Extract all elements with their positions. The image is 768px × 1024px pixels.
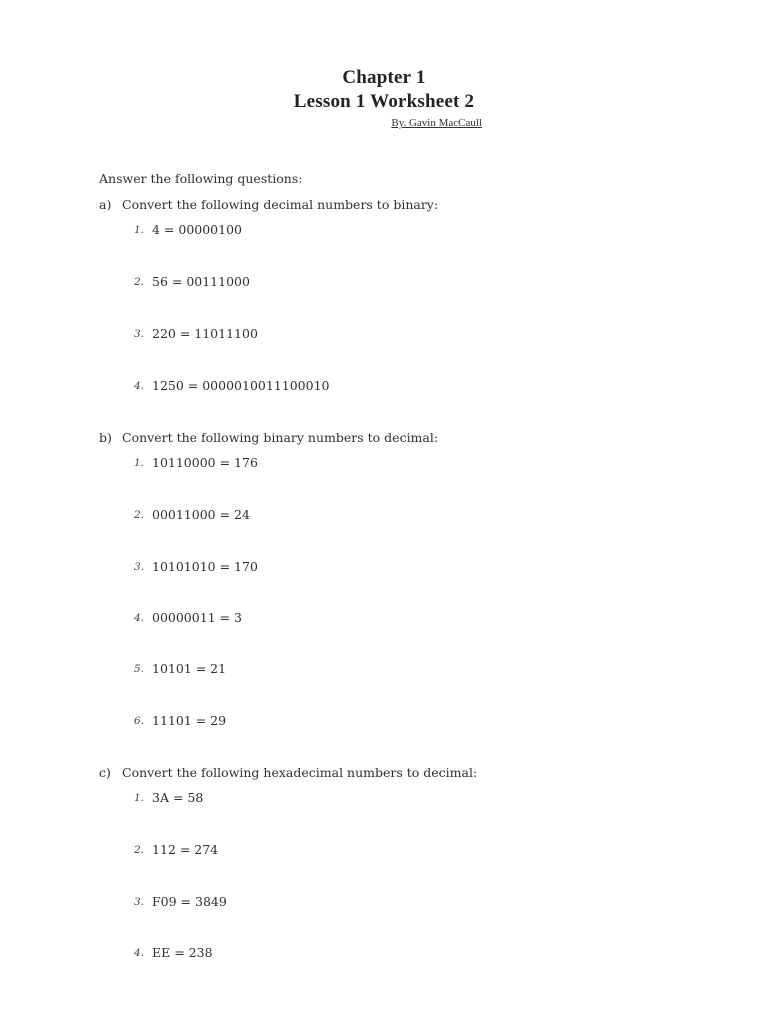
instructions: Answer the following questions:	[99, 171, 303, 186]
lesson-title: Lesson 1 Worksheet 2	[293, 91, 475, 112]
answer-item: 00011000 = 24	[152, 507, 250, 522]
section-b-marker: b)	[99, 430, 112, 445]
answer-item: 4 = 00000100	[152, 222, 242, 237]
section-b-title: Convert the following binary numbers to decimal:	[122, 430, 439, 445]
answer-item: 10101010 = 170	[152, 559, 258, 574]
section-c-title: Convert the following hexadecimal numbers to decimal:	[122, 765, 478, 780]
list-item-number: 3.	[134, 896, 145, 908]
list-item-number: 6.	[134, 715, 145, 727]
answer-item: 10110000 = 176	[152, 455, 258, 470]
answer-item: 10101 = 21	[152, 661, 227, 676]
answer-item: 220 = 11011100	[152, 326, 258, 341]
list-item-number: 4.	[134, 612, 145, 624]
section-a-marker: a)	[99, 197, 112, 212]
section-a-title: Convert the following decimal numbers to binary:	[122, 197, 439, 212]
list-item-number: 2.	[134, 509, 145, 521]
list-item-number: 4.	[134, 380, 145, 392]
answer-item: EE = 238	[152, 945, 213, 960]
answer-item: 56 = 00111000	[152, 274, 250, 289]
answer-item: 1250 = 0000010011100010	[152, 378, 330, 393]
answer-item: 112 = 274	[152, 842, 219, 857]
list-item-number: 1.	[134, 792, 145, 804]
list-item-number: 1.	[134, 457, 145, 469]
list-item-number: 4.	[134, 947, 145, 959]
answer-item: 11101 = 29	[152, 713, 227, 728]
list-item-number: 5.	[134, 663, 145, 675]
section-c-marker: c)	[99, 765, 111, 780]
list-item-number: 3.	[134, 328, 145, 340]
answer-item: 3A = 58	[152, 790, 204, 805]
answer-item: F09 = 3849	[152, 894, 227, 909]
list-item-number: 3.	[134, 561, 145, 573]
author-byline: By. Gavin MacCaull	[391, 117, 482, 129]
list-item-number: 1.	[134, 224, 145, 236]
list-item-number: 2.	[134, 276, 145, 288]
answer-item: 00000011 = 3	[152, 610, 242, 625]
list-item-number: 2.	[134, 844, 145, 856]
chapter-title: Chapter 1	[342, 67, 426, 88]
